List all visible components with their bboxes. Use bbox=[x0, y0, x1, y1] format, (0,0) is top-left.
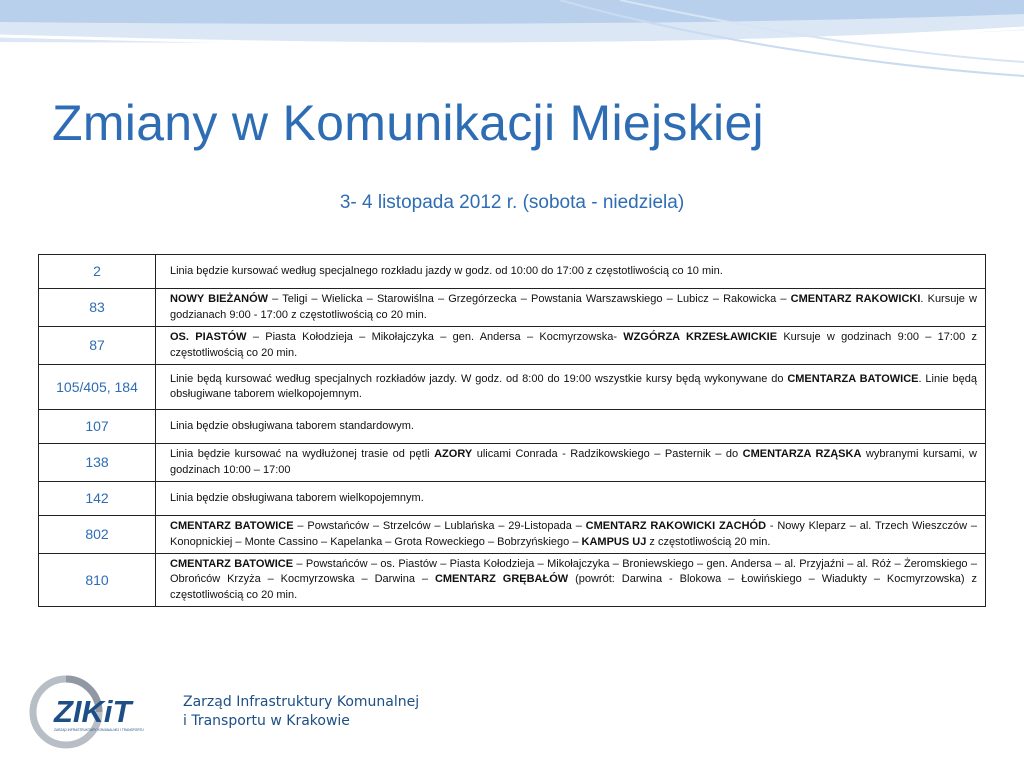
table-row bbox=[39, 365, 986, 410]
line-number: 802 bbox=[39, 516, 156, 554]
table-row bbox=[39, 255, 986, 289]
line-description: Linia będzie obsługiwana taborem wielkopojemnym. bbox=[156, 482, 986, 516]
table-row bbox=[39, 289, 986, 327]
line-description: Linia będzie obsługiwana taborem standardowym. bbox=[156, 410, 986, 444]
table-row bbox=[39, 327, 986, 365]
line-description: CMENTARZ BATOWICE – Powstańców – Strzelców – Lublańska – 29-Listopada – CMENTARZ RAKOWICKI ZACHÓD - Nowy Kleparz – al. Trzech Wieszczów – Konopnickiej – Monte Cassino – Kapelanka – Grota Roweckiego – Bobrzyńskiego – KAMPUS UJ z częstotliwością 20 min. bbox=[156, 516, 986, 554]
line-number: 87 bbox=[39, 327, 156, 365]
table-row bbox=[39, 554, 986, 607]
line-number: 142 bbox=[39, 482, 156, 516]
line-number: 83 bbox=[39, 289, 156, 327]
page-subtitle-date: 3- 4 listopada 2012 r. (sobota - niedziela) bbox=[339, 192, 685, 213]
line-number: 810 bbox=[39, 554, 156, 607]
zikit-logo bbox=[28, 674, 178, 750]
organization-name bbox=[183, 693, 419, 731]
logo-wordmark: ZIKiT bbox=[54, 694, 132, 729]
table-row bbox=[39, 410, 986, 444]
line-number: 138 bbox=[39, 444, 156, 482]
page-title: Zmiany w Komunikacji Miejskiej bbox=[52, 95, 764, 151]
line-number: 105/405, 184 bbox=[39, 365, 156, 410]
table-row bbox=[39, 516, 986, 554]
line-description: Linie będą kursować według specjalnych rozkładów jazdy. W godz. od 8:00 do 19:00 wszystkie kursy będą wykonywane do CMENTARZA BATOWICE. Linie będą obsługiwane taborem wielkopojemnym. bbox=[156, 365, 986, 410]
organization-name-line2: i Transportu w Krakowie bbox=[183, 713, 350, 729]
logo-tagline: ZARZĄD INFRASTRUKTURY KOMUNALNEJ I TRANSPORTU bbox=[54, 728, 144, 732]
table-row bbox=[39, 444, 986, 482]
line-description: OS. PIASTÓW – Piasta Kołodzieja – Mikołajczyka – gen. Andersa – Kocmyrzowska- WZGÓRZA KRZESŁAWICKIE Kursuje w godzinach 9:00 – 17:00 z częstotliwością co 20 min. bbox=[156, 327, 986, 365]
line-changes-table bbox=[38, 254, 986, 607]
line-description: CMENTARZ BATOWICE – Powstańców – os. Piastów – Piasta Kołodzieja – Mikołajczyka – Broniewskiego – gen. Andersa – al. Przyjaźni – al. Róż – Żeromskiego – Obrońców Krzyża – Kocmyrzowska – Darwina – CMENTARZ GRĘBAŁÓW (powrót: Darwina - Blokowa – Łowińskiego – Wiadukty – Kocmyrzowska) z częstotliwością co 20 min. bbox=[156, 554, 986, 607]
line-number: 2 bbox=[39, 255, 156, 289]
organization-name-line1: Zarząd Infrastruktury Komunalnej bbox=[183, 694, 420, 710]
line-description: Linia będzie kursować według specjalnego rozkładu jazdy w godz. od 10:00 do 17:00 z częstotliwością co 10 min. bbox=[156, 255, 986, 289]
line-description: Linia będzie kursować na wydłużonej trasie od pętli AZORY ulicami Conrada - Radzikowskiego – Pasternik – do CMENTARZA RZĄSKA wybranymi kursami, w godzinach 10:00 – 17:00 bbox=[156, 444, 986, 482]
table-row bbox=[39, 482, 986, 516]
line-description: NOWY BIEŻANÓW – Teligi – Wielicka – Starowiślna – Grzegórzecka – Powstania Warszawskiego – Lubicz – Rakowicka – CMENTARZ RAKOWICKI. Kursuje w godzianach 9:00 - 17:00 z częstotliwością co 20 min. bbox=[156, 289, 986, 327]
line-number: 107 bbox=[39, 410, 156, 444]
